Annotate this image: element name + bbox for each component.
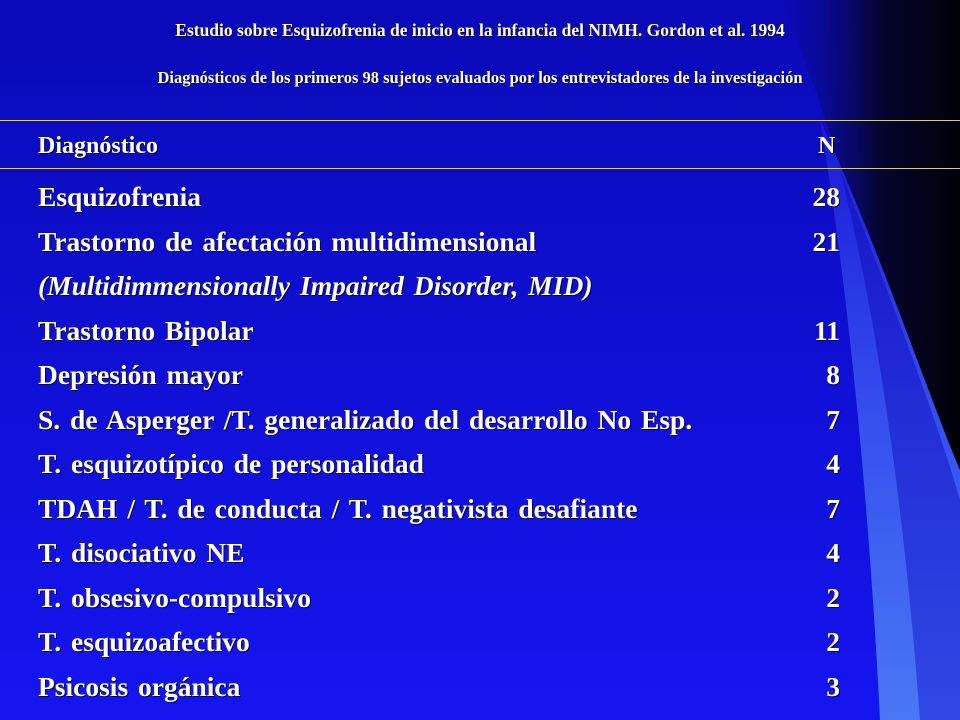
diagnosis-label: T. disociativo NE	[38, 537, 245, 568]
table-header-rule	[0, 168, 960, 169]
diagnosis-count: 11	[814, 314, 840, 346]
table-row	[0, 400, 960, 445]
table-top-rule	[0, 120, 960, 121]
diagnosis-label: Trastorno Bipolar	[38, 314, 254, 346]
diagnosis-table-body	[0, 177, 960, 711]
table-row	[0, 266, 960, 311]
diagnosis-count: 21	[812, 225, 840, 257]
table-row	[0, 177, 960, 222]
table-row	[0, 489, 960, 534]
table-row	[0, 667, 960, 712]
slide-title: Estudio sobre Esquizofrenia de inicio en la infancia del NIMH. Gordon et al. 1994	[175, 20, 785, 40]
table-row	[0, 311, 960, 356]
table-row	[0, 222, 960, 267]
diagnosis-label: Depresión mayor	[38, 359, 243, 390]
diagnosis-count: 2	[826, 581, 840, 613]
diagnosis-label: Psicosis orgánica	[38, 670, 241, 702]
diagnosis-count: 3	[826, 670, 840, 702]
diagnosis-count: 8	[826, 359, 840, 390]
diagnosis-label: Esquizofrenia	[38, 181, 201, 212]
diagnosis-label-english: (Multidimmensionally Impaired Disorder, MID)	[38, 270, 593, 301]
diagnosis-count: 28	[812, 181, 840, 212]
table-row	[0, 355, 960, 400]
diagnosis-label: T. obsesivo-compulsivo	[38, 581, 311, 613]
table-row	[0, 444, 960, 489]
table-row	[0, 578, 960, 623]
diagnosis-label: Trastorno de afectación multidimensional	[38, 225, 537, 257]
diagnosis-count: 2	[826, 626, 840, 657]
diagnosis-label: T. esquizoafectivo	[38, 626, 250, 657]
diagnosis-count: 7	[826, 403, 840, 435]
column-header-diagnosis: Diagnóstico	[38, 133, 158, 159]
slide-subtitle: Diagnósticos de los primeros 98 sujetos evaluados por los entrevistadores de la investigación	[157, 68, 803, 87]
diagnosis-count: 4	[826, 537, 840, 568]
diagnosis-count: 7	[826, 492, 840, 524]
diagnosis-label: S. de Asperger /T. generalizado del desarrollo No Esp.	[38, 403, 693, 435]
diagnosis-label: TDAH / T. de conducta / T. negativista desafiante	[38, 492, 638, 524]
table-row	[0, 533, 960, 578]
diagnosis-count: 4	[826, 448, 840, 479]
diagnosis-label: T. esquizotípico de personalidad	[38, 448, 424, 479]
table-row	[0, 622, 960, 667]
column-header-n: N	[818, 133, 836, 159]
